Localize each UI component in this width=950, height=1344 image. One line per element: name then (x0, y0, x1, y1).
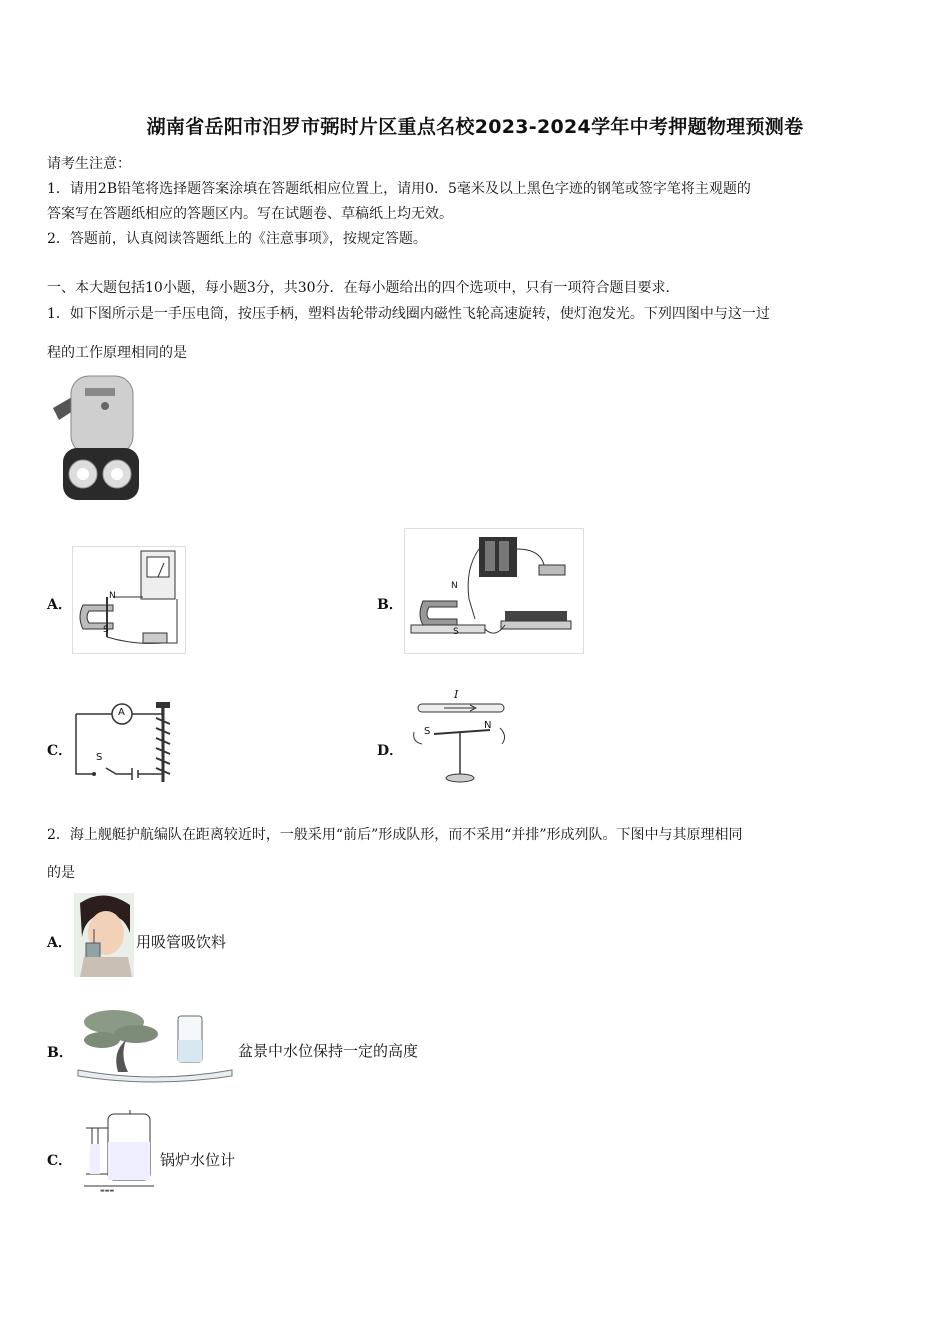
question-2-stem-line-1: 2．海上舰艇护航编队在距离较近时，一般采用“前后”形成队形，而不采用“并排”形成列队。下图中与其原理相同 (47, 827, 743, 843)
q1-d-mark-s: S (424, 726, 431, 737)
q2-option-b-text: 盆景中水位保持一定的高度 (238, 1042, 419, 1060)
page-title: 湖南省岳阳市汨罗市弼时片区重点名校2023-2024学年中考押题物理预测卷 (146, 116, 804, 138)
q1-c-mark-ammeter: A (118, 707, 125, 718)
section-heading: 一、本大题包括10小题，每小题3分，共30分．在每小题给出的四个选项中，只有一项符合题目要求． (47, 280, 680, 296)
q2-option-c-diagram (78, 1108, 158, 1194)
notice-item-2: 2．答题前，认真阅读答题纸上的《注意事项》，按规定答题。 (47, 231, 427, 247)
q2-option-a-label[interactable]: A． (47, 935, 72, 951)
q1-b-mark-n: N (451, 581, 458, 591)
q1-option-c-diagram (72, 698, 180, 790)
notice-item-1-line-1: 1．请用2B铅笔将选择题答案涂填在答题纸相应位置上，请用0．5毫米及以上黑色字迹的钢笔或签字笔将主观题的 (47, 181, 751, 197)
q1-option-d-label[interactable]: D． (377, 743, 404, 759)
q2-option-a-text: 用吸管吸饮料 (136, 933, 227, 951)
q2-option-c-label[interactable]: C． (47, 1153, 73, 1169)
q2-option-b-label[interactable]: B． (47, 1045, 73, 1061)
q1-option-c-label[interactable]: C． (47, 743, 73, 759)
hand-pressed-flashlight-image (45, 368, 141, 506)
q2-option-c-text: 锅炉水位计 (160, 1151, 236, 1169)
q1-a-mark-n: N (109, 591, 116, 601)
q1-option-b-diagram (404, 528, 584, 654)
q2-option-a-photo (74, 893, 134, 977)
q1-option-a-diagram (72, 546, 186, 654)
question-1-stem-line-2: 程的工作原理相同的是 (47, 345, 187, 361)
q1-option-b-label[interactable]: B． (377, 597, 403, 613)
q1-option-d-diagram (404, 688, 512, 788)
q1-b-mark-s: S (453, 627, 459, 637)
q2-option-b-photo (74, 1000, 236, 1084)
q1-d-mark-current: I (454, 688, 459, 701)
question-2-stem-line-2: 的是 (47, 865, 75, 881)
q1-c-mark-s: S (96, 752, 103, 763)
q1-option-a-label[interactable]: A． (47, 597, 72, 613)
notice-item-1-line-2: 答案写在答题纸相应的答题区内。写在试题卷、草稿纸上均无效。 (47, 206, 453, 222)
q1-d-mark-n: N (484, 720, 492, 731)
q1-a-mark-s: S (103, 625, 109, 635)
notice-heading: 请考生注意： (47, 156, 131, 172)
svg-text:▬▬▬: ▬▬▬ (100, 1188, 115, 1194)
question-1-stem-line-1: 1．如下图所示是一手压电筒，按压手柄，塑料齿轮带动线圈内磁性飞轮高速旋转，使灯泡发光。下列四图中与这一过 (47, 306, 770, 322)
